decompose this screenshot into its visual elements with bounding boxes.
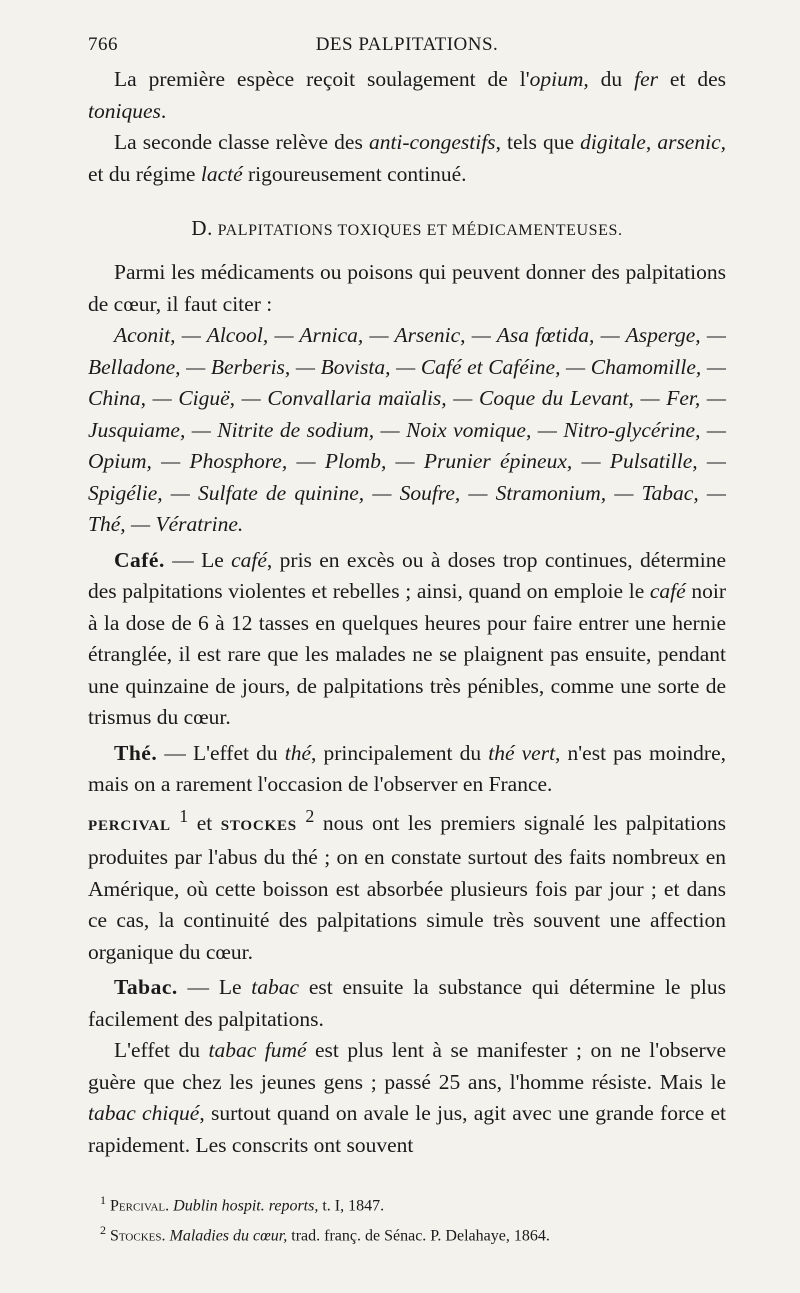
paragraph-tabac: Tabac. — Le tabac est ensuite la substance qui détermine le plus facilement des palpitations. (88, 975, 726, 1031)
paragraph-percival-stockes: PERCIVAL $^1$ et STOCKES $^2$ nous ont les premiers signalé les palpitations produites par l'abus du thé ; on en constate surtout des faits nombreux en Amérique, où cette boisson est absorbée plusieurs fois par jour ; et dans ce cas, la continuité des palpitations simule très souvent une affection organique du cœur. (88, 805, 727, 964)
footnote-1: $^1$ Percival. Dublin hospit. reports, t. I, 1847. (100, 1193, 385, 1215)
footnote-ref-2: 2 (305, 805, 315, 826)
paragraph-cafe: Café. — Le café, pris en excès ou à doses trop continues, détermine des palpitations violentes et rebelles ; ainsi, quand on emploie le café noir à la dose de 6 à 12 tasses en quelques heures pour faire entrer une hernie étranglée, il est rare que les malades ne se plaignent pas ensuite, pendant une quinzaine de jours, de palpitations très pénibles, comme une sorte de trismus du cœur. (88, 547, 726, 729)
paragraph-seconde-classe: La seconde classe relève des anti-congestifs, tels que digitale, arsenic, et du régime lacté rigoureusement continué. (88, 130, 726, 186)
page-number: 766 (88, 34, 118, 55)
footnotes (88, 1188, 726, 1249)
paragraph-list-intro: Parmi les médicaments ou poisons qui peuvent donner des palpitations de cœur, il faut citer : (88, 260, 726, 316)
section-letter: D. (191, 216, 214, 240)
author-percival: PERCIVAL (88, 817, 171, 834)
cafe-heading: Café. (114, 547, 165, 572)
running-header (88, 34, 726, 64)
section-title-text: PALPITATIONS TOXIQUES ET MÉDICAMENTEUSES. (217, 222, 623, 239)
drug-list: Aconit, — Alcool, — Arnica, — Arsenic, — Asa fœtida, — Asperge, — Belladone, — Berberis, — Bovista, — Café et Caféine, — Chamomille, — China, — Ciguë, — Convallaria maïalis, — Coque du Levant, — Fer, — Jusquiame, — Nitrite de sodium, — Noix vomique, — Nitro-glycérine, — Opium, — Phosphore, — Plomb, — Prunier épineux, — Pulsatille, — Spigélie, — Sulfate de quinine, — Soufre, — Stramonium, — Tabac, — Thé, — Vératrine. (88, 323, 726, 536)
footnote-ref-1: 1 (179, 805, 189, 826)
paragraph-the: Thé. — L'effet du thé, principalement du thé vert, n'est pas moindre, mais on a rarement l'occasion de l'observer en France. (88, 740, 726, 796)
tabac-heading: Tabac. (114, 975, 178, 1000)
footnote-2: $^2$ Stockes. Maladies du cœur, trad. franç. de Sénac. P. Delahaye, 1864. (100, 1223, 550, 1245)
running-title: DES PALPITATIONS. (315, 34, 499, 55)
author-stockes: STOCKES (220, 817, 297, 834)
the-heading: Thé. (114, 740, 158, 765)
paragraph-premiere-espece: La première espèce reçoit soulagement de l'opium, du fer et des toniques. (88, 67, 726, 123)
paragraph-tabac-effet: L'effet du tabac fumé est plus lent à se manifester ; on ne l'observe guère que chez les jeunes gens ; passé 25 ans, l'homme résiste. Mais le tabac chiqué, surtout quand on avale le jus, agit avec une grande force et rapidement. Les conscrits ont souvent (88, 1038, 726, 1157)
section-heading (88, 216, 726, 241)
